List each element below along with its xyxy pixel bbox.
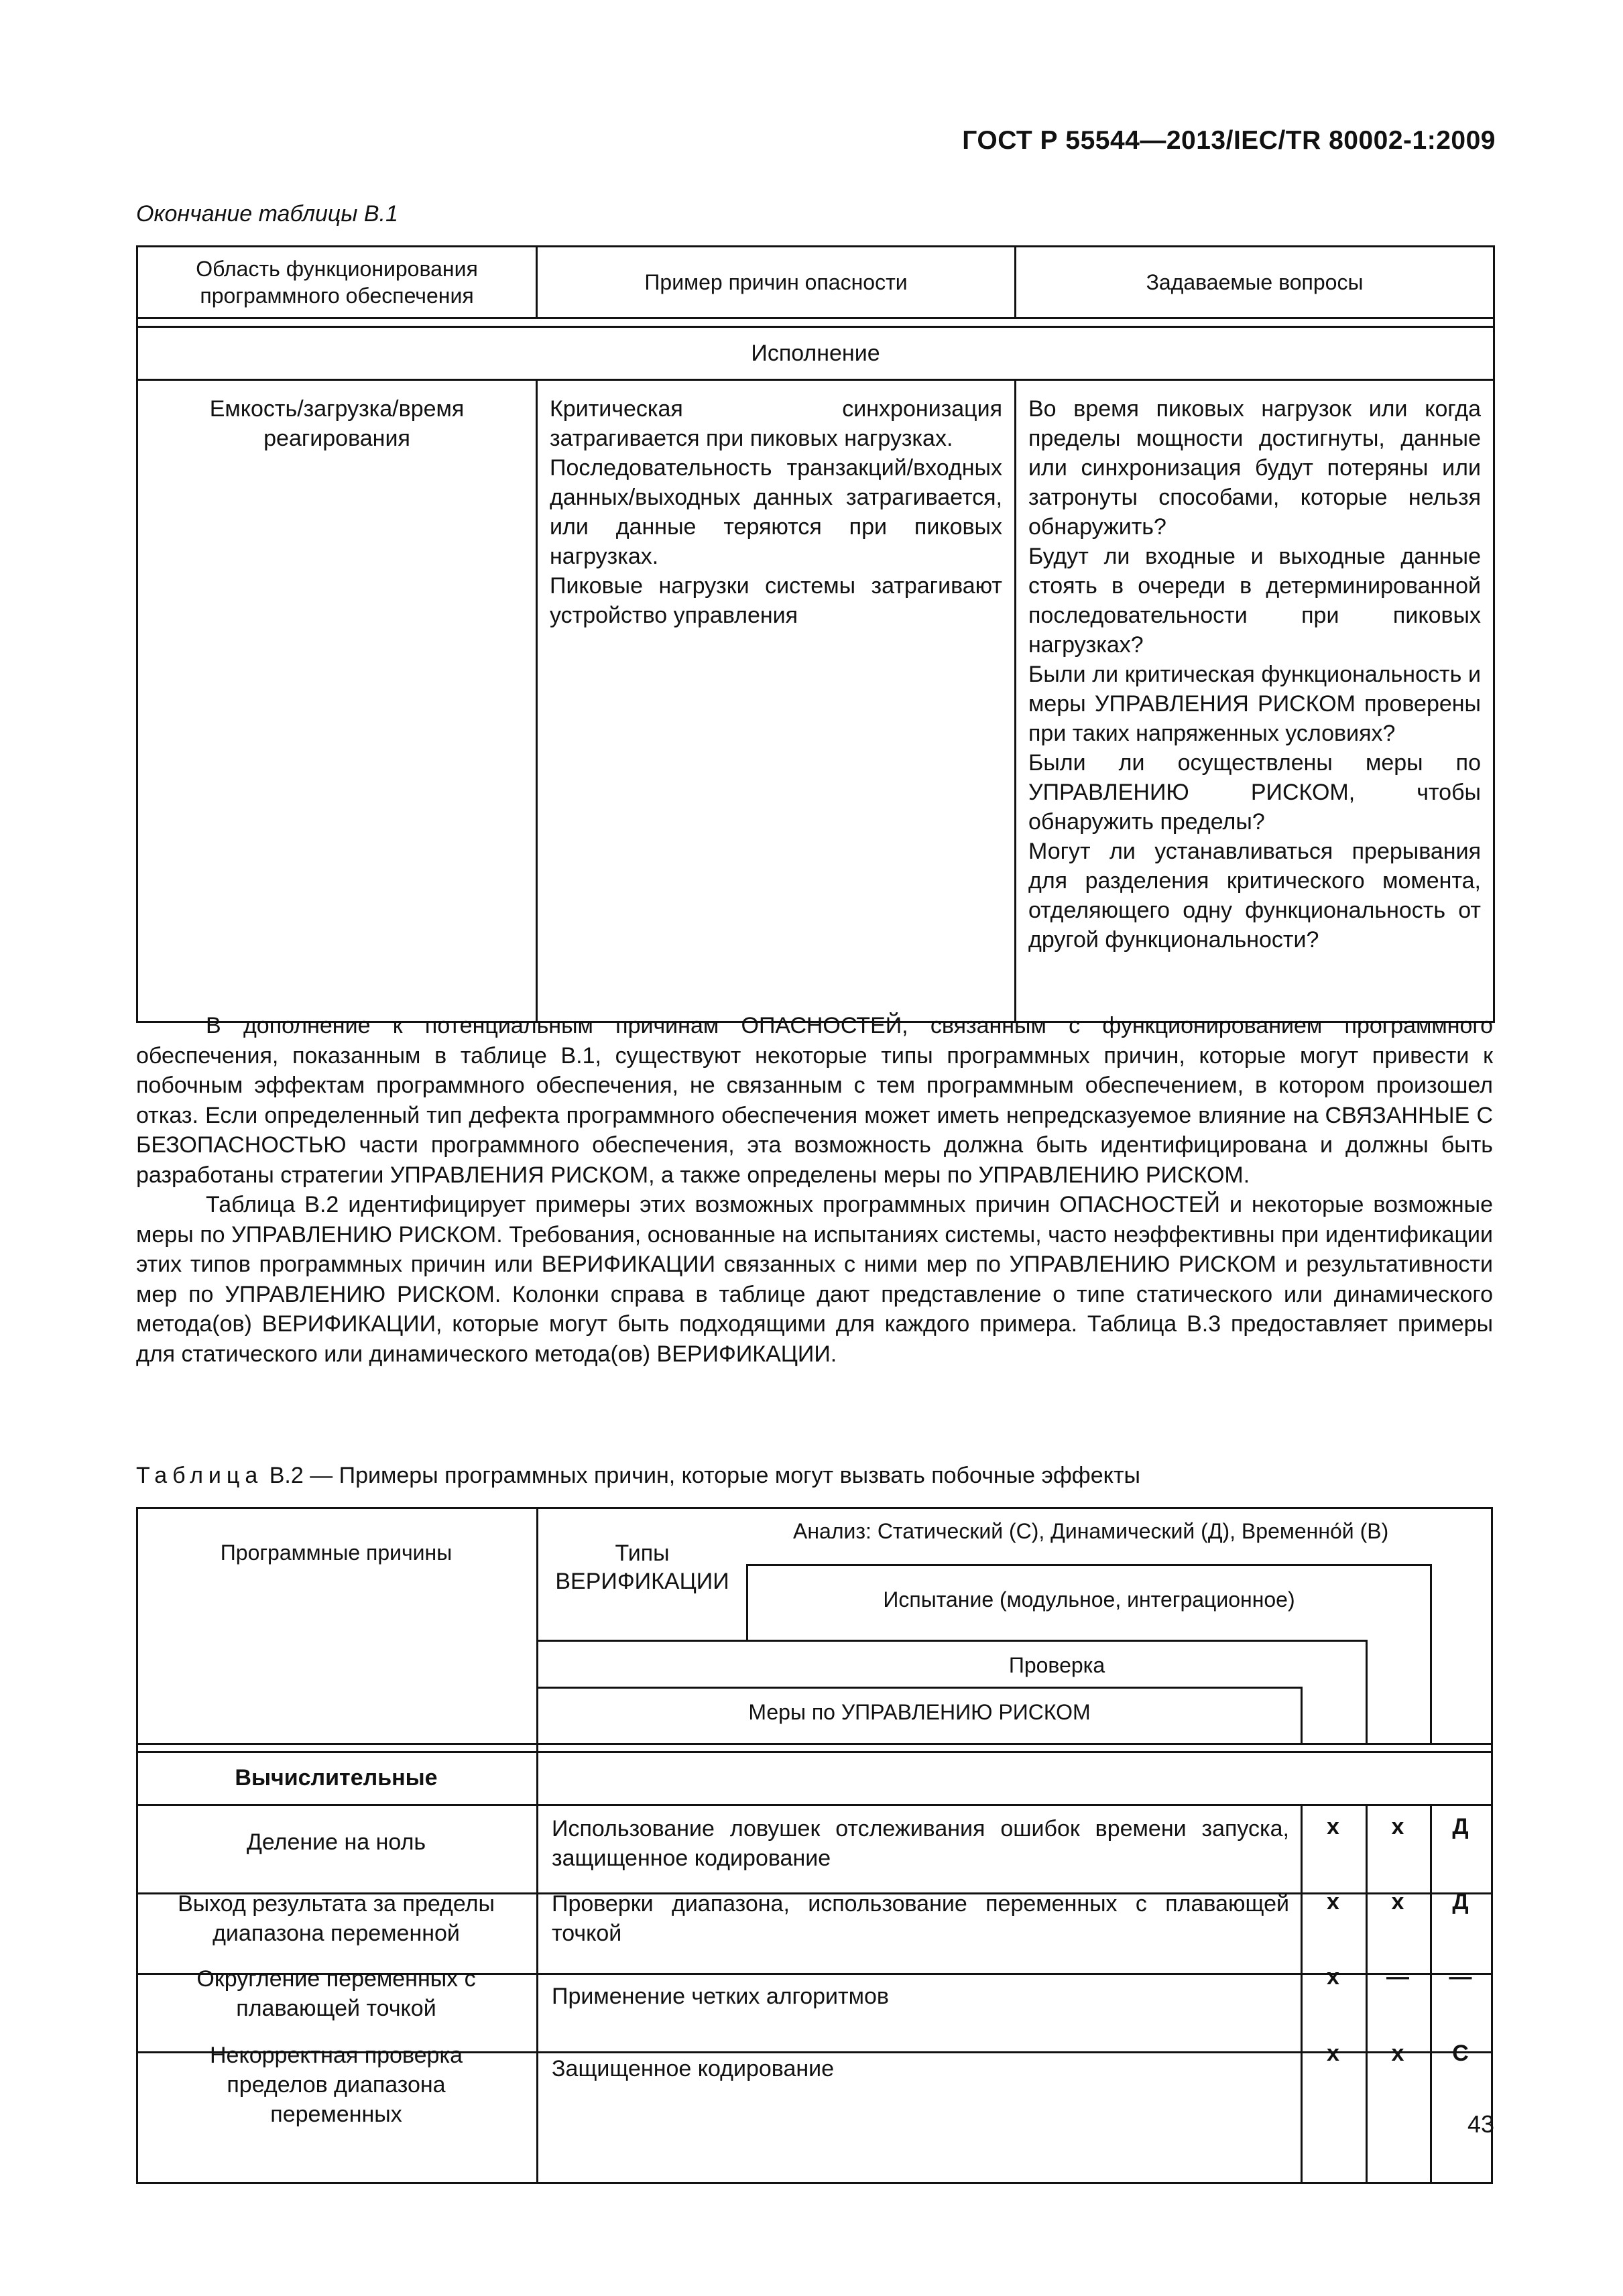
table2-review-mark: x (1327, 1964, 1339, 1990)
table2-testing-mark: — (1386, 1964, 1409, 1990)
table2-hdr-testing: Испытание (модульное, интеграционное) (883, 1587, 1295, 1612)
table1-area: Емкость/загрузка/время реагирования (209, 396, 465, 451)
table1-question: Были ли осуществлены меры по УПРАВЛЕНИЮ РИСКОМ, чтобы обнаружить пределы? (1028, 750, 1481, 835)
table-b2 (136, 1507, 1493, 2184)
table2-cause: Выход результата за пределы диапазона переменной (178, 1891, 495, 1946)
page-number: 43 (1467, 2110, 1494, 2138)
table1-questions-cell (1016, 380, 1494, 1022)
table2-measure: Использование ловушек отслеживания ошибок времени запуска, защищенное кодирование (552, 1816, 1289, 1871)
table2-testing-mark: x (1391, 1814, 1404, 1839)
table2-col-types: Типы ВЕРИФИКАЦИИ (555, 1540, 729, 1594)
table2-section: Вычислительные (235, 1765, 438, 1791)
table1-col-causes: Пример причин опасности (537, 247, 1016, 318)
table1-cause: Последовательность транзакций/входных данных/выходных данных затрагивается, или данные теряются при пиковых нагрузках. (550, 455, 1002, 569)
table2-caption (136, 1463, 1140, 1489)
table1-area-cell (137, 380, 537, 1022)
table1-cause: Критическая синхронизация затрагивается при пиковых нагрузках. (550, 396, 1002, 451)
table-b1 (136, 245, 1495, 1023)
table2-hdr-measures: Меры по УПРАВЛЕНИЮ РИСКОМ (748, 1700, 1091, 1724)
body-text (136, 1011, 1493, 1369)
table2-col-causes: Программные причины (220, 1540, 453, 1565)
paragraph: Таблица В.2 идентифицирует примеры этих возможных программных причин ОПАСНОСТЕЙ и некоторые возможные меры по УПРАВЛЕНИЮ РИСКОМ. Требования, основанные на испытаниях системы, часто неэффективны при идентификации этих типов программных причин или ВЕРИФИКАЦИИ связанных с ними мер по УПРАВЛЕНИЮ РИСКОМ и результативности мер по УПРАВЛЕНИЮ РИСКОМ. Колонки справа в таблице дают представление о типе статического или динамического метода(ов) ВЕРИФИКАЦИИ, которые могут быть подходящими для каждого примера. Таблица В.3 предоставляет примеры для статического или динамического метода(ов) ВЕРИФИКАЦИИ. (136, 1192, 1493, 1367)
table1-col-area: Область функционирования программного обеспечения (137, 247, 537, 318)
table2-cause: Округление переменных с плавающей точкой (196, 1966, 476, 2021)
paragraph: В дополнение к потенциальным причинам ОПАСНОСТЕЙ, связанным с функционированием программного обеспечения, показанным в таблице В.1, существуют некоторые типы программных причин, которые могут привести к побочным эффектам программного обеспечения, не связанным с тем программным обеспечением, в котором произошел отказ. Если определенный тип дефекта программного обеспечения может иметь непредсказуемое влияние на СВЯЗАННЫЕ С БЕЗОПАСНОСТЬЮ части программного обеспечения, эта возможность должна быть идентифицирована и должны быть разработаны стратегии УПРАВЛЕНИЯ РИСКОМ, а также определены меры по УПРАВЛЕНИЮ РИСКОМ. (136, 1013, 1493, 1188)
table2-cause: Некорректная проверка пределов диапазона переменных (210, 2043, 463, 2127)
table2-testing-mark: x (1391, 2041, 1404, 2066)
table1-section: Исполнение (137, 327, 1494, 380)
table2-analysis-mark: С (1452, 2041, 1469, 2066)
table2-measure: Проверки диапазона, использование переменных с плавающей точкой (552, 1891, 1289, 1946)
table1-causes-cell (537, 380, 1016, 1022)
table2-caption-prefix: Таблица (136, 1463, 263, 1488)
table2-measure: Защищенное кодирование (552, 2056, 835, 2081)
table2-hdr-analysis: Анализ: Статический (С), Динамический (Д), Временно́й (В) (793, 1519, 1389, 1543)
table1-caption: Окончание таблицы В.1 (136, 201, 398, 227)
table2-review-mark: x (1327, 2041, 1339, 2066)
table2-hdr-review: Проверка (1008, 1653, 1105, 1677)
table2-cause: Деление на ноль (246, 1829, 426, 1855)
table2-review-mark: x (1327, 1889, 1339, 1915)
table1-question: Будут ли входные и выходные данные стоять в очереди в детерминированной последовательности при пиковых нагрузках? (1028, 544, 1481, 658)
table1-col-questions: Задаваемые вопросы (1016, 247, 1494, 318)
table2-analysis-mark: Д (1452, 1814, 1469, 1839)
table1-question: Были ли критическая функциональность и меры УПРАВЛЕНИЯ РИСКОМ проверены при таких напряженных условиях? (1028, 662, 1481, 746)
table1-question: Во время пиковых нагрузок или когда пределы мощности достигнуты, данные или синхронизация будут потеряны или затронуты способами, которые нельзя обнаружить? (1028, 396, 1481, 540)
document-code: ГОСТ Р 55544—2013/IEC/TR 80002-1:2009 (962, 126, 1496, 155)
table2-testing-mark: x (1391, 1889, 1404, 1915)
table2-analysis-mark: Д (1452, 1889, 1469, 1915)
table2-review-mark: x (1327, 1814, 1339, 1839)
table2-analysis-mark: — (1449, 1964, 1472, 1990)
table1-cause: Пиковые нагрузки системы затрагивают устройство управления (550, 573, 1002, 628)
table2-caption-text: В.2 — Примеры программных причин, которые могут вызвать побочные эффекты (263, 1463, 1140, 1488)
table2-measure: Применение четких алгоритмов (552, 1984, 889, 2009)
table1-question: Могут ли устанавливаться прерывания для разделения критического момента, отделяющего одну функциональность от другой функциональности? (1028, 839, 1481, 953)
